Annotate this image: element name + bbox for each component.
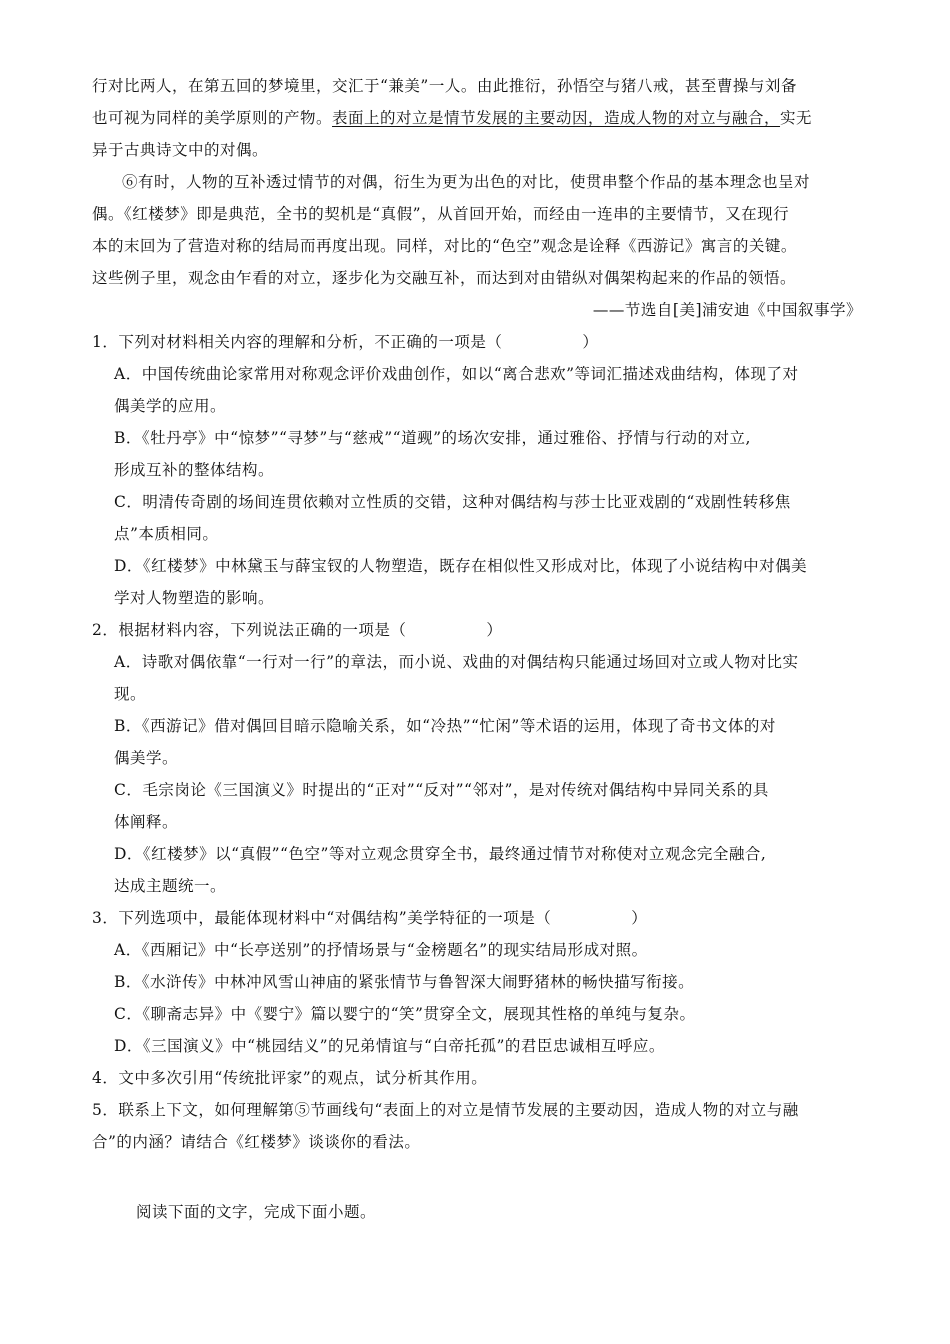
question-1-option-c-cont: 点”本质相同。 [114,525,219,543]
question-5-stem: 5．联系上下文，如何理解第⑤节画线句“表面上的对立是情节发展的主要动因，造成人物的对立与融 [92,1101,799,1119]
passage-line: 偶。《红楼梦》即是典范，全书的契机是“真假”，从首回开始，而经由一连串的主要情节，又在现行 [92,205,790,223]
next-section-instruction: 阅读下面的文字，完成下面小题。 [136,1203,377,1221]
passage-text: 也可视为同样的美学原则的产物。 [92,109,333,127]
question-2-option-a: A．诗歌对偶依靠“一行对一行”的章法，而小说、戏曲的对偶结构只能通过场回对立或人物对比实 [114,653,799,671]
passage-text: 实无 [780,109,813,127]
question-2-option-b: B．《西游记》借对偶回目暗示隐喻关系，如“冷热”“忙闲”等术语的运用，体现了奇书文体的对 [114,717,776,735]
question-1-option-d: D．《红楼梦》中林黛玉与薛宝钗的人物塑造，既存在相似性又形成对比，体现了小说结构中对偶美 [114,557,808,575]
underlined-sentence: 表面上的对立是情节发展的主要动因，造成人物的对立与融合， [332,109,781,127]
question-3-option-a: A．《西厢记》中“长亭送别”的抒情场景与“金榜题名”的现实结局形成对照。 [114,941,648,959]
passage-line: 异于古典诗文中的对偶。 [92,141,269,159]
question-3-option-d: D．《三国演义》中“桃园结义”的兄弟情谊与“白帝托孤”的君臣忠诚相互呼应。 [114,1037,665,1055]
question-1-option-a: A．中国传统曲论家常用对称观念评价戏曲创作，如以“离合悲欢”等词汇描述戏曲结构，体现了对 [114,365,799,383]
section-gap [92,1158,862,1196]
question-5-stem-cont: 合”的内涵？请结合《红楼梦》谈谈你的看法。 [92,1133,421,1151]
question-1-option-c: C．明清传奇剧的场间连贯依赖对立性质的交错，这种对偶结构与莎士比亚戏剧的“戏剧性转移焦 [114,493,791,511]
document-page [92,70,862,1228]
question-1-option-a-cont: 偶美学的应用。 [114,397,227,415]
source-citation: ——节选自[美]浦安迪《中国叙事学》 [592,301,862,319]
passage-line: 这些例子里，观念由乍看的对立，逐步化为交融互补，而达到对由错纵对偶架构起来的作品的领悟。 [92,269,797,287]
question-1-option-d-cont: 学对人物塑造的影响。 [114,589,275,607]
question-2-option-d-cont: 达成主题统一。 [114,877,227,895]
question-4-stem: 4．文中多次引用“传统批评家”的观点，试分析其作用。 [92,1069,488,1087]
question-2-option-a-cont: 现。 [114,685,147,703]
question-3-stem: 3．下列选项中，最能体现材料中“对偶结构”美学特征的一项是（ ） [92,909,648,927]
question-1-option-b-cont: 形成互补的整体结构。 [114,461,275,479]
question-1-stem: 1．下列对材料相关内容的理解和分析，不正确的一项是（ ） [92,333,599,351]
question-3-option-b: B．《水浒传》中林冲风雪山神庙的紧张情节与鲁智深大闹野猪林的畅快描写衔接。 [114,973,695,991]
question-2-option-b-cont: 偶美学。 [114,749,179,767]
question-2-option-c: C．毛宗岗论《三国演义》时提出的“正对”“反对”“邻对”，是对传统对偶结构中异同关系的具 [114,781,769,799]
passage-line: 行对比两人，在第五回的梦境里，交汇于“兼美”一人。由此推衍，孙悟空与猪八戒，甚至曹操与刘备 [92,77,797,95]
passage-line [92,102,862,134]
question-2-stem: 2．根据材料内容，下列说法正确的一项是（ ） [92,621,503,639]
passage-line: 本的末回为了营造对称的结局而再度出现。同样，对比的“色空”观念是诠释《西游记》寓言的关键。 [92,237,797,255]
question-3-option-c: C．《聊斋志异》中《婴宁》篇以婴宁的“笑”贯穿全文，展现其性格的单纯与复杂。 [114,1005,696,1023]
question-1-option-b: B．《牡丹亭》中“惊梦”“寻梦”与“慈戒”“道觋”的场次安排，通过雅俗、抒情与行动的对立, [114,429,751,447]
question-2-option-c-cont: 体阐释。 [114,813,179,831]
passage-line: ⑥有时，人物的互补透过情节的对偶，衍生为更为出色的对比，使贯串整个作品的基本理念也呈对 [122,173,811,191]
question-2-option-d: D．《红楼梦》以“真假”“色空”等对立观念贯穿全书，最终通过情节对称使对立观念完全融合, [114,845,767,863]
